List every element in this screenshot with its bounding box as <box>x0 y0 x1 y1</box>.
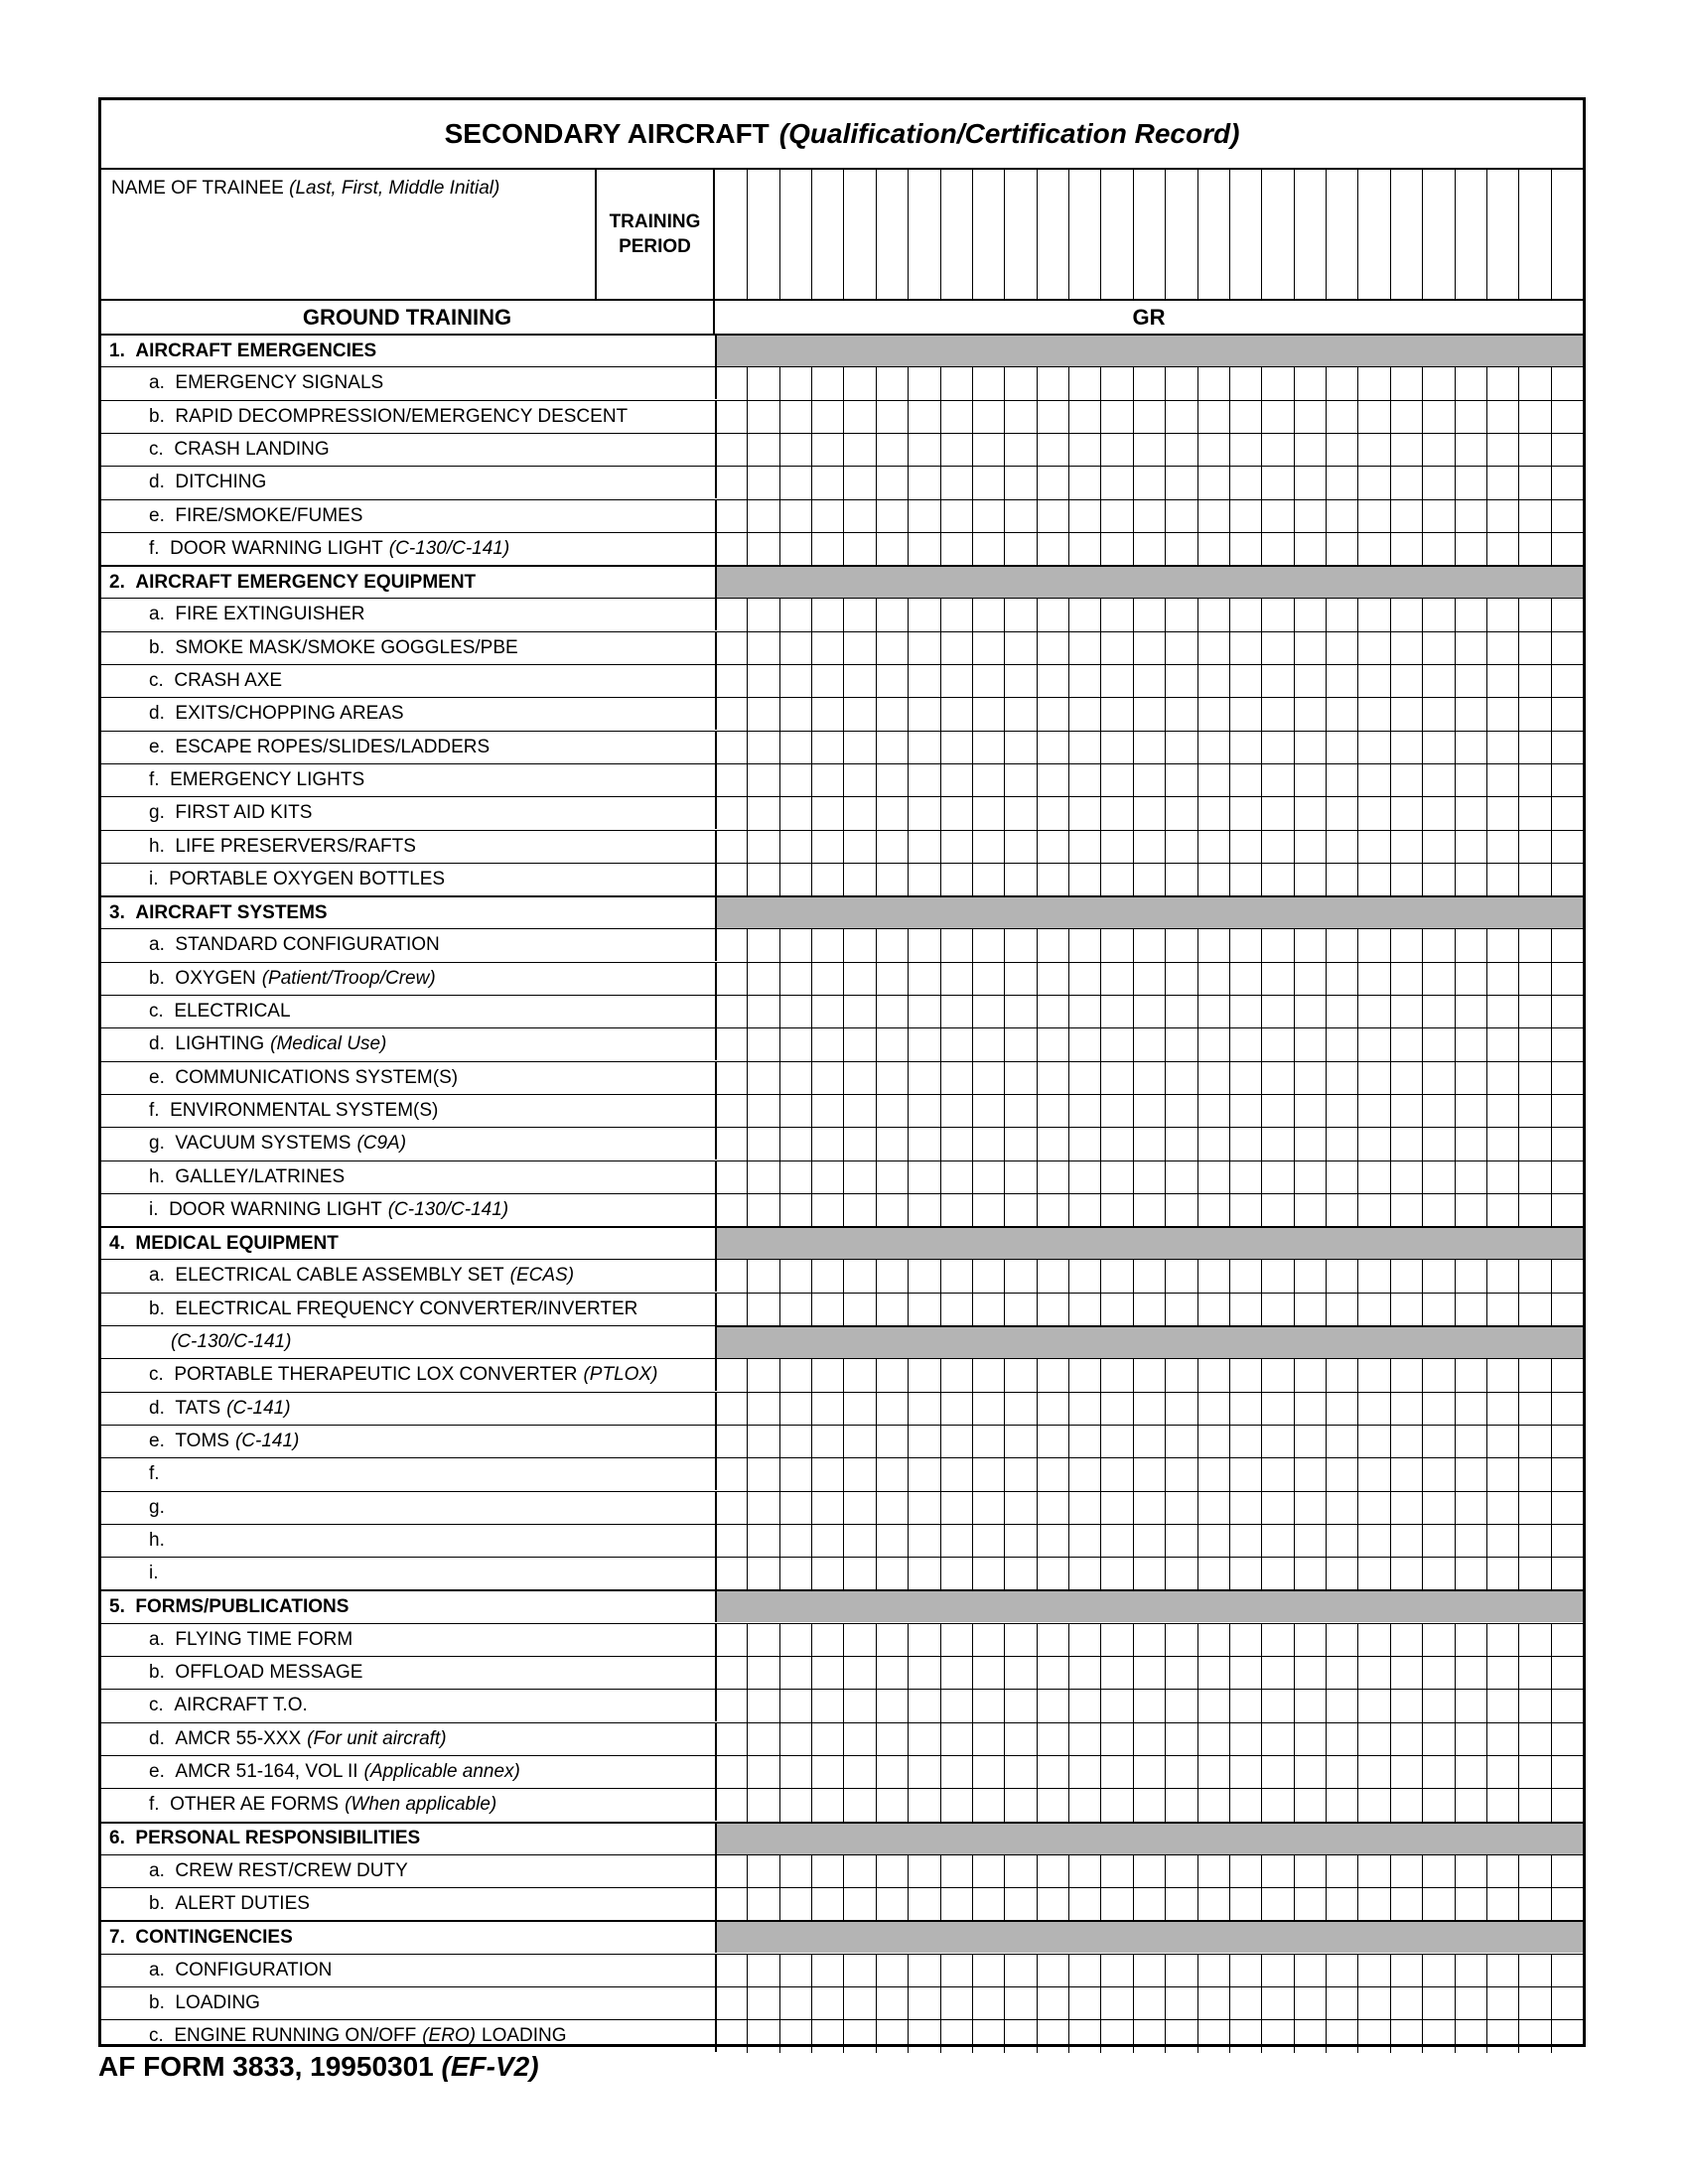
item-text: FLYING TIME FORM <box>175 1628 353 1650</box>
training-item-row <box>101 1425 715 1457</box>
training-item-row <box>101 1293 715 1325</box>
section-title: AIRCRAFT SYSTEMS <box>135 901 328 923</box>
checkoff-cells[interactable] <box>715 1854 1583 1887</box>
item-text: SMOKE MASK/SMOKE GOGGLES/PBE <box>175 636 518 658</box>
item-text: AMCR 55-XXX <box>175 1727 302 1749</box>
item-text: TATS <box>175 1397 221 1419</box>
section-header <box>101 1226 715 1259</box>
checkoff-grid[interactable] <box>715 1095 1583 1128</box>
checkoff-grid[interactable] <box>715 831 1583 864</box>
training-period-text: TRAINING PERIOD <box>609 211 701 257</box>
item-text: ELECTRICAL FREQUENCY CONVERTER/INVERTER <box>175 1297 638 1319</box>
training-item-row <box>101 1392 715 1425</box>
training-item-row <box>101 1986 715 2019</box>
section-number: 1. <box>109 340 125 361</box>
checkoff-cells[interactable] <box>715 1755 1583 1788</box>
training-record-form <box>98 97 1586 2047</box>
checkoff-grid[interactable] <box>715 1426 1583 1458</box>
section-header <box>101 1920 715 1953</box>
training-item-row <box>101 1160 715 1193</box>
training-item-row <box>101 1788 715 1821</box>
item-letter: e. <box>149 1760 165 1782</box>
item-note: (ECAS) <box>509 1265 575 1287</box>
form-version: (EF-V2) <box>441 2051 539 2082</box>
item-letter: c. <box>149 2025 164 2047</box>
section-shaded-bar <box>715 565 1583 598</box>
section-shaded-bar <box>715 334 1583 366</box>
item-note: (C-141) <box>234 1430 300 1451</box>
item-letter: g. <box>149 1133 165 1155</box>
item-letter: c. <box>149 670 164 691</box>
section-shaded-bar <box>715 1920 1583 1953</box>
section-shaded-bar <box>715 1589 1583 1622</box>
checkoff-cells[interactable] <box>715 1491 1583 1524</box>
form-title-subtitle: (Qualification/Certification Record) <box>778 118 1240 149</box>
checkoff-cells[interactable] <box>715 1557 1583 1589</box>
checkoff-cells[interactable] <box>715 466 1583 498</box>
training-item-row <box>101 1127 715 1160</box>
item-letter: d. <box>149 1033 165 1055</box>
item-text: CRASH LANDING <box>174 438 330 460</box>
item-letter: c. <box>149 438 164 460</box>
training-item-row <box>101 928 715 961</box>
training-item-row <box>101 532 715 565</box>
item-letter: a. <box>149 1859 165 1881</box>
item-text: AMCR 51-164, VOL II <box>175 1760 358 1782</box>
item-text: ALERT DUTIES <box>175 1893 310 1915</box>
item-text: ENVIRONMENTAL SYSTEM(S) <box>170 1099 439 1121</box>
item-letter: c. <box>149 1364 164 1386</box>
checkoff-cells[interactable] <box>715 1027 1583 1060</box>
checkoff-cells[interactable] <box>715 1524 1583 1557</box>
checkoff-cells[interactable] <box>715 731 1583 763</box>
checkoff-cells[interactable] <box>715 631 1583 664</box>
training-item-row <box>101 1524 715 1557</box>
training-item-row <box>101 763 715 796</box>
item-letter: b. <box>149 967 165 989</box>
training-item-row <box>101 1457 715 1490</box>
training-item-row <box>101 863 715 895</box>
training-item-row <box>101 1094 715 1127</box>
checkoff-grid[interactable] <box>715 1955 1583 1987</box>
item-note: (For unit aircraft) <box>307 1727 447 1749</box>
section-title: PERSONAL RESPONSIBILITIES <box>135 1828 421 1848</box>
checkoff-cells[interactable] <box>715 598 1583 630</box>
checkoff-cells[interactable] <box>715 763 1583 796</box>
item-text: STANDARD CONFIGURATION <box>175 934 440 956</box>
trainee-name-field[interactable] <box>101 170 597 299</box>
training-item-row <box>101 366 715 399</box>
item-text: CREW REST/CREW DUTY <box>175 1859 408 1881</box>
checkoff-grid[interactable] <box>715 665 1583 698</box>
checkoff-cells[interactable] <box>715 499 1583 532</box>
checkoff-cells[interactable] <box>715 962 1583 995</box>
item-letter: a. <box>149 1959 165 1980</box>
item-note: (Medical Use) <box>270 1033 387 1055</box>
item-note: (C9A) <box>356 1133 407 1155</box>
checkoff-grid[interactable] <box>715 1525 1583 1558</box>
item-letter: d. <box>149 703 165 725</box>
checkoff-cells[interactable] <box>715 1061 1583 1094</box>
item-letter: a. <box>149 1628 165 1650</box>
checkoff-grid[interactable] <box>715 1888 1583 1921</box>
checkoff-cells[interactable] <box>715 1722 1583 1755</box>
training-period-grid[interactable] <box>715 170 1583 299</box>
training-item-row <box>101 1656 715 1689</box>
item-text: RAPID DECOMPRESSION/EMERGENCY DESCENT <box>175 405 629 427</box>
item-text: FIRE EXTINGUISHER <box>175 604 365 625</box>
form-title <box>101 100 1583 170</box>
item-letter: a. <box>149 934 165 956</box>
item-text: CONFIGURATION <box>175 1959 333 1980</box>
item-text: OTHER AE FORMS <box>170 1794 340 1816</box>
checkoff-grid[interactable] <box>715 1359 1583 1392</box>
training-item-row <box>101 466 715 498</box>
item-letter: b. <box>149 636 165 658</box>
training-item-row <box>101 1722 715 1755</box>
training-item-row <box>101 1027 715 1060</box>
item-text: OFFLOAD MESSAGE <box>175 1662 363 1683</box>
checkoff-grid[interactable] <box>715 1028 1583 1061</box>
checkoff-grid[interactable] <box>715 1690 1583 1722</box>
checkoff-cells[interactable] <box>715 532 1583 565</box>
checkoff-grid[interactable] <box>715 864 1583 896</box>
section-header <box>101 334 715 366</box>
item-text: ESCAPE ROPES/SLIDES/LADDERS <box>175 736 491 757</box>
checkoff-grid[interactable] <box>715 467 1583 499</box>
checkoff-cells[interactable] <box>715 400 1583 433</box>
item-note: (Patient/Troop/Crew) <box>261 967 436 989</box>
checkoff-cells[interactable] <box>715 433 1583 466</box>
checkoff-grid[interactable] <box>715 1194 1583 1227</box>
training-item-row <box>101 1887 715 1920</box>
item-letter: d. <box>149 1727 165 1749</box>
item-text: FIRST AID KITS <box>175 802 313 824</box>
checkoff-grid[interactable] <box>715 1789 1583 1822</box>
section-header <box>101 565 715 598</box>
item-letter: e. <box>149 504 165 526</box>
item-letter: f. <box>149 1099 160 1121</box>
item-letter: g. <box>149 1496 165 1518</box>
checkoff-cells[interactable] <box>715 1392 1583 1425</box>
training-item-row <box>101 1755 715 1788</box>
gr-heading: GR <box>1132 304 1166 330</box>
item-text: FIRE/SMOKE/FUMES <box>175 504 363 526</box>
item-letter: h. <box>149 1165 165 1187</box>
item-text: DITCHING <box>175 472 267 493</box>
item-note: (C-130/C-141) <box>171 1331 292 1352</box>
item-note: (C-130/C-141) <box>387 1198 509 1220</box>
checkoff-grid[interactable] <box>715 1492 1583 1525</box>
section-number: 6. <box>109 1828 125 1848</box>
checkoff-grid[interactable] <box>715 533 1583 566</box>
item-letter: d. <box>149 1397 165 1419</box>
checkoff-grid[interactable] <box>715 1458 1583 1491</box>
training-item-row <box>101 433 715 466</box>
item-letter: c. <box>149 1001 164 1022</box>
training-item-row <box>101 631 715 664</box>
item-text: AIRCRAFT T.O. <box>174 1695 308 1716</box>
training-item-row <box>101 499 715 532</box>
item-suffix: LOADING <box>482 2025 567 2047</box>
item-letter: a. <box>149 1265 165 1287</box>
checkoff-cells[interactable] <box>715 1425 1583 1457</box>
section-shaded-bar <box>715 895 1583 928</box>
checkoff-grid[interactable] <box>715 1558 1583 1590</box>
checkoff-grid[interactable] <box>715 1624 1583 1657</box>
training-period-label <box>597 170 715 299</box>
item-letter: f. <box>149 768 160 790</box>
item-text: EMERGENCY LIGHTS <box>170 768 365 790</box>
checkoff-cells[interactable] <box>715 1193 1583 1226</box>
training-item-row <box>101 1954 715 1986</box>
training-item-row <box>101 1491 715 1524</box>
item-text: LIFE PRESERVERS/RAFTS <box>175 835 416 857</box>
checkoff-cells[interactable] <box>715 1689 1583 1721</box>
checkoff-grid[interactable] <box>715 500 1583 533</box>
checkoff-grid[interactable] <box>715 1294 1583 1326</box>
item-letter: f. <box>149 1463 160 1485</box>
item-note: (PTLOX) <box>583 1364 658 1386</box>
item-note: (ERO) <box>422 2025 477 2047</box>
item-letter: h. <box>149 1529 165 1551</box>
item-letter: i. <box>149 868 159 889</box>
checkoff-grid[interactable] <box>715 1128 1583 1160</box>
section-title: CONTINGENCIES <box>135 1926 293 1948</box>
checkoff-grid[interactable] <box>715 1987 1583 2020</box>
checkoff-grid[interactable] <box>715 401 1583 434</box>
training-item-row <box>101 995 715 1027</box>
item-text: LIGHTING <box>175 1033 265 1055</box>
section-header <box>101 1589 715 1622</box>
item-note: (When applicable) <box>345 1794 497 1816</box>
checkoff-grid[interactable] <box>715 929 1583 962</box>
item-text: CRASH AXE <box>174 670 283 691</box>
item-text: LOADING <box>175 1992 260 2013</box>
checkoff-grid[interactable] <box>715 1393 1583 1426</box>
training-item-row <box>101 598 715 630</box>
checkoff-grid[interactable] <box>715 1062 1583 1095</box>
section-title: MEDICAL EQUIPMENT <box>135 1232 339 1254</box>
item-letter: f. <box>149 537 160 559</box>
training-item-row <box>101 1259 715 1292</box>
form-id: AF FORM 3833, 19950301 <box>98 2051 434 2082</box>
checkoff-cells[interactable] <box>715 697 1583 730</box>
item-letter: d. <box>149 472 165 493</box>
item-text: GALLEY/LATRINES <box>175 1165 346 1187</box>
training-item-row <box>101 2019 715 2052</box>
training-item-row <box>101 1061 715 1094</box>
checkoff-grid[interactable] <box>715 434 1583 467</box>
section-number: 4. <box>109 1232 125 1254</box>
checkoff-cells[interactable] <box>715 1127 1583 1160</box>
item-letter: a. <box>149 604 165 625</box>
checkoff-cells[interactable] <box>715 1986 1583 2019</box>
checkoff-grid[interactable] <box>715 698 1583 731</box>
item-letter: b. <box>149 1297 165 1319</box>
checkoff-grid[interactable] <box>715 797 1583 830</box>
training-item-row <box>101 1193 715 1226</box>
checkoff-cells[interactable] <box>715 1293 1583 1325</box>
item-letter: b. <box>149 1992 165 2013</box>
ground-training-heading: GROUND TRAINING <box>101 301 715 334</box>
training-item-row <box>101 1325 715 1358</box>
training-item-row <box>101 1854 715 1887</box>
checkoff-cells[interactable] <box>715 1094 1583 1127</box>
item-text: OXYGEN <box>175 967 256 989</box>
trainee-name-label: NAME OF TRAINEE <box>111 178 284 199</box>
item-text: DOOR WARNING LIGHT <box>170 537 383 559</box>
checkoff-grid[interactable] <box>715 996 1583 1028</box>
training-item-row <box>101 796 715 829</box>
training-item-row <box>101 731 715 763</box>
item-letter: b. <box>149 1662 165 1683</box>
checkoff-cells[interactable] <box>715 1160 1583 1193</box>
item-note: (C-141) <box>226 1397 291 1419</box>
item-text: EMERGENCY SIGNALS <box>175 372 384 394</box>
checkoff-cells[interactable] <box>715 1788 1583 1821</box>
section-header <box>101 895 715 928</box>
training-item-row <box>101 400 715 433</box>
checkoff-cells[interactable] <box>715 1457 1583 1490</box>
checkoff-grid[interactable] <box>715 963 1583 996</box>
item-letter: e. <box>149 1066 165 1088</box>
form-title-main: SECONDARY AIRCRAFT <box>444 118 770 149</box>
item-letter: c. <box>149 1695 164 1716</box>
checkoff-grid[interactable] <box>715 764 1583 797</box>
item-text: TOMS <box>175 1430 229 1451</box>
checkoff-grid[interactable] <box>715 1756 1583 1789</box>
training-item-row <box>101 962 715 995</box>
form-footer <box>98 2051 539 2083</box>
training-item-row <box>101 664 715 697</box>
checkoff-cells[interactable] <box>715 796 1583 829</box>
checkoff-cells[interactable] <box>715 366 1583 399</box>
item-letter: a. <box>149 372 165 394</box>
item-text: ENGINE RUNNING ON/OFF <box>174 2025 417 2047</box>
checkoff-cells[interactable] <box>715 1623 1583 1656</box>
item-letter: i. <box>149 1198 159 1220</box>
item-letter: b. <box>149 405 165 427</box>
item-text: PORTABLE OXYGEN BOTTLES <box>169 868 446 889</box>
training-item-row <box>101 1557 715 1589</box>
item-text: ELECTRICAL <box>174 1001 291 1022</box>
checkoff-grid[interactable] <box>715 1260 1583 1293</box>
section-number: 3. <box>109 901 125 923</box>
checkoff-grid[interactable] <box>715 1723 1583 1756</box>
item-letter: i. <box>149 1563 159 1584</box>
checkoff-grid[interactable] <box>715 732 1583 764</box>
section-title: FORMS/PUBLICATIONS <box>135 1595 350 1617</box>
item-letter: f. <box>149 1794 160 1816</box>
checkoff-cells[interactable] <box>715 1358 1583 1391</box>
item-text: EXITS/CHOPPING AREAS <box>175 703 404 725</box>
item-note: (C-130/C-141) <box>388 537 510 559</box>
trainee-name-hint: (Last, First, Middle Initial) <box>289 178 500 199</box>
training-item-row <box>101 1623 715 1656</box>
checkoff-cells[interactable] <box>715 1656 1583 1689</box>
item-letter: e. <box>149 1430 165 1451</box>
item-letter: h. <box>149 835 165 857</box>
item-text: PORTABLE THERAPEUTIC LOX CONVERTER <box>174 1364 578 1386</box>
checkoff-cells[interactable] <box>715 863 1583 895</box>
section-shaded-bar <box>715 1325 1583 1358</box>
section-shaded-bar <box>715 1226 1583 1259</box>
checkoff-cells[interactable] <box>715 1887 1583 1920</box>
checkoff-grid[interactable] <box>715 367 1583 400</box>
item-letter: g. <box>149 802 165 824</box>
checkoff-grid[interactable] <box>715 632 1583 665</box>
item-text: ELECTRICAL CABLE ASSEMBLY SET <box>175 1265 504 1287</box>
section-title: AIRCRAFT EMERGENCY EQUIPMENT <box>135 571 477 593</box>
section-header <box>101 1822 715 1854</box>
item-note: (Applicable annex) <box>363 1760 520 1782</box>
checkoff-grid[interactable] <box>715 1855 1583 1888</box>
checkoff-cells[interactable] <box>715 995 1583 1027</box>
checkoff-grid[interactable] <box>715 2020 1583 2053</box>
checkoff-cells[interactable] <box>715 664 1583 697</box>
section-title: AIRCRAFT EMERGENCIES <box>135 340 377 361</box>
item-text: VACUUM SYSTEMS <box>175 1133 352 1155</box>
checkoff-grid[interactable] <box>715 599 1583 631</box>
checkoff-cells[interactable] <box>715 1954 1583 1986</box>
training-item-row <box>101 1358 715 1391</box>
section-number: 5. <box>109 1595 125 1617</box>
training-item-row <box>101 697 715 730</box>
training-item-row <box>101 1689 715 1721</box>
checkoff-grid[interactable] <box>715 1657 1583 1690</box>
checkoff-cells[interactable] <box>715 1259 1583 1292</box>
section-number: 2. <box>109 571 125 593</box>
checkoff-cells[interactable] <box>715 830 1583 863</box>
training-item-row <box>101 830 715 863</box>
checkoff-cells[interactable] <box>715 928 1583 961</box>
item-letter: b. <box>149 1893 165 1915</box>
item-text: COMMUNICATIONS SYSTEM(S) <box>175 1066 459 1088</box>
item-letter: e. <box>149 736 165 757</box>
item-text: DOOR WARNING LIGHT <box>169 1198 382 1220</box>
checkoff-grid[interactable] <box>715 1161 1583 1194</box>
section-number: 7. <box>109 1926 125 1948</box>
section-shaded-bar <box>715 1822 1583 1854</box>
checkoff-cells[interactable] <box>715 2019 1583 2052</box>
